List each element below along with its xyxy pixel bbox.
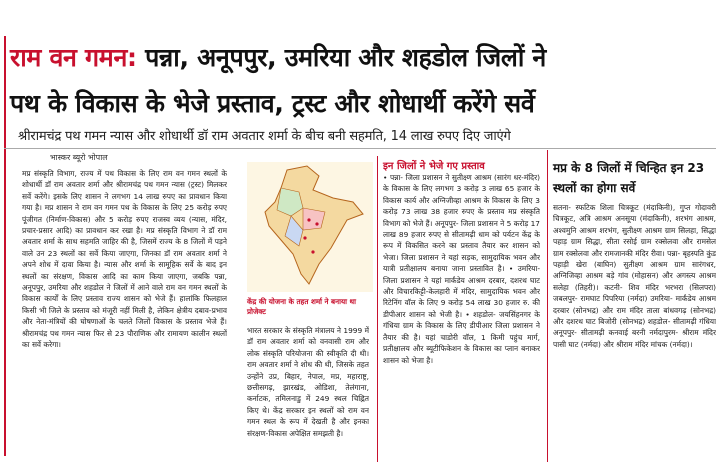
headline-line-2: पथ के विकास के भेजे प्रस्ताव, ट्रस्ट और शोधार्थी करेंगे सर्वे [10,89,535,118]
sites-box-body: सतना- स्फटिक शिला चित्रकूट (मंदाकिनी), गुप्त गोदावरी चित्रकूट, अत्रि आश्रम अनसूया (मंदाकिनी), शरभंग आश्रम, अश्वमुनि आश्रम शरभंग, सुतीक्ष्ण आश्रम ग्राम सिलहा, सिद्धा पहाड़ ग्राम सिद्धा, सीता रसोई ग्राम रक्सेलवा और रामसेल ग्राम रक्सेलवा और रामजानकी मंदिर रीवा। पन्ना- बृहस्पति कुंड पहाड़ी खेरा (बाघिन) सुतीक्ष्ण आश्रम ग्राम सारंगधर, अग्निजिव्हा आश्रम बड़े गांव (मोहासन) और अगस्त्य आश्रम सलेहा (तिहरी)। कटनी- शिव मंदिर भरभरा (सिलपरा) जबलपुर- रामघाट पिपरिया (नर्मदा) उमरिया- मार्कंडेय आश्रम दरबार (सोनभद्र) और राम मंदिर ताला बांधवगढ़ (सोनभद्र) और दशरथ घाट बिजोरी (सोनभद्र) शहडोल- सीतामढ़ी गंधिया अनूपपुर- सीतामढ़ी कनवाई बरनी नर्मदापुरम- श्रीराम मंदिर पासी घाट (नर्मदा) और श्रीराम मंदिर मांचक (नर्मदा)। [553,203,716,349]
headline-tag: राम वन गमन: [10,43,137,72]
headline-rule [4,148,716,149]
headline-text-1: पन्ना, अनूपपुर, उमरिया और शहडोल जिलों ने [136,43,547,72]
sites-box-title: मप्र के 8 जिलों में चिन्हित इन 23 स्थलों का होगा सर्वे [553,161,705,195]
map-caption [247,297,371,317]
proposals-body: • पन्ना- जिला प्रशासन ने सुतीक्ष्ण आश्रम (सारंग धर-मंदिर) के विकास के लिए लगभग 3 करोड़ 3 लाख 65 हजार के विकास कार्य और अग्निजीव्हा आश्रम के विकास के लिए 3 करोड़ 73 लाख 38 हजार रुपए के प्रस्ताव मप्र संस्कृति विभाग को भेजे हैं। अनूपपुर- जिला प्रशासन ने 5 करोड़ 17 लाख 89 हजार रुपए से सीतामढ़ी धाम को पर्यटन केंद्र के रूप में विकसित करने का प्रस्ताव तैयार कर शासन को भेजा। जिला प्रशासन ने यहां सड़क, सामुदायिक भवन और यात्री प्रतीक्षालय बनाया जाना प्रस्तावित है। • उमरिया- जिला प्रशासन ने यहां मार्कंडेय आश्रम दरबार, दशरथ घाट और विचारकिट्टी-केलहारी में मंदिर, सामुदायिक भवन और रिटेनिंग वॉल के लिए 9 करोड़ 54 लाख 30 हजार रु. की डीपीआर शासन को भेजी है। • शहडोल- जयसिंहनगर के गंधिया ग्राम के विकास के लिए डीपीआर जिला प्रशासन ने तैयार की है। यहां चाडोरी वॉल, 1 किमी पहुंच मार्ग, प्रतीक्षालय और ब्यूटीफिकेशन के विकास का प्लान बनाकर शासन को भेजा है। [383,173,540,365]
box-rule [547,150,548,462]
proposals-heading: इन जिलों ने भेजे गए प्रस्ताव [383,161,485,172]
map-caption-lead: केंद्र की योजना के तहत शर्मा ने बनाया था प्रोजेक्ट [247,297,356,316]
india-map [247,162,373,292]
byline: भास्कर ब्यूरो भोपाल [50,153,108,162]
column-rule [377,156,378,462]
article-body: मप्र संस्कृति विभाग, राज्य में पथ विकास के लिए राम वन गमन स्थलों के शोधार्थी डॉ राम अवतार शर्मा और श्रीरामचंद्र पथ गमन न्यास (ट्रस्ट) मिलकर सर्वे करेंगे। इसके लिए शासन ने लगभग 14 लाख रुपए का प्रावधान किया गया है। मप्र शासन ने राम वन गमन पथ के विकास के लिए 25 करोड़ रुपए पूंजीगत (निर्माण-विकास) और 5 करोड़ रुपए राजस्व व्यय (न्यास, मंदिर, प्रचार-प्रसार आदि) का प्रावधान कर रखा है। मप्र संस्कृति विभाग ने डॉ राम अवतार शर्मा के साथ सहमति जाहिर की है, जिसमें राज्य के 8 जिलों में पड़ने वाले उन 23 स्थलों का सर्वे किया जाएगा, जिनका डॉ राम अवतार शर्मा ने अपने शोध में दावा किया है। न्यास और शर्मा के सामूहिक सर्वे के बाद इन स्थलों का संरक्षण, विकास आदि का काम किया जाएगा, जबकि पन्ना, अनूपपुर, उमरिया और शहडोल ने जिलों में आने वाले राम वन गमन स्थलों के विकास कार्यों के लिए प्रस्ताव राज्य शासन को भेजे हैं। हालांकि फिलहाल किसी भी जिले के प्रस्ताव को मंजूरी नहीं मिली है, लेकिन क्षेत्रीय दबाव-प्रभाव और नेता-मंत्रियों की घोषणाओं के चलते जिलों विकास के प्रस्ताव भेजे हैं। श्रीरामचंद्र पथ गमन न्यास फिर से 23 पौराणिक और रामायण कालीन स्थलों का सर्वे करेगा। [22,169,227,350]
map-caption-body: भारत सरकार के संस्कृति मंत्रालय ने 1999 में डॉ राम अवतार शर्मा को वनवासी राम और लोक संस्कृति परियोजना की स्वीकृति दी थी। राम अवतार शर्मा ने शोध की थी, जिसके तहत उन्होंने उप्र, बिहार, नेपाल, मप्र, महाराष्ट्र, छत्तीसगढ़, झारखंड, ओडिशा, तेलंगाना, कर्नाटक, तमिलनाडु में 249 स्थल चिह्नित किए थे। केंद्र सरकार इन स्थलों को राम वन गमन स्थल के रूप में देखती है और इनका संरक्षण-विकास अपेक्षित समझती है। [247,326,369,438]
headline-line-1 [10,40,546,74]
india-map-graphic [247,162,373,292]
subheadline: श्रीरामचंद्र पथ गमन न्यास और शोधार्थी डॉ राम अवतार शर्मा के बीच बनी सहमति, 14 लाख रुपए दिए जाएंगे [18,129,511,144]
left-margin-rule [4,36,6,456]
